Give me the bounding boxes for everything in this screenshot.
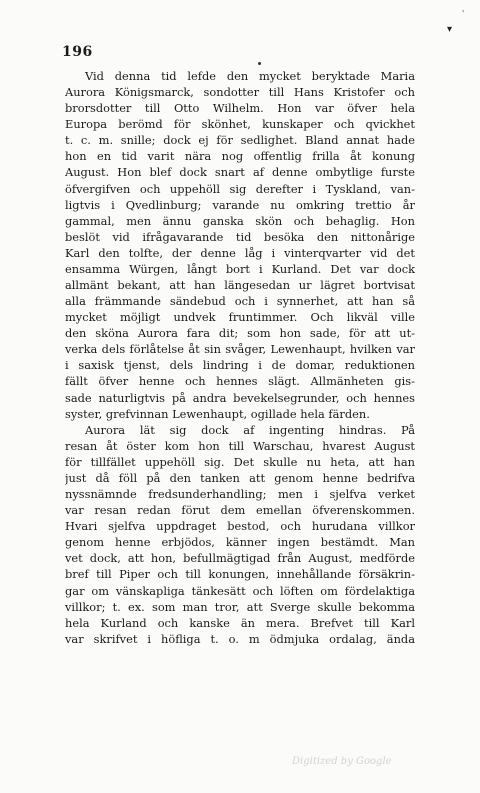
- watermark: Digitized by Google: [292, 756, 392, 767]
- corner-mark: ▾: [447, 24, 453, 35]
- text-line: hon en tid varit nära nog offentlig frilla åt konung: [65, 149, 415, 164]
- text-line: i saxisk tjenst, dels lindring i de domar, reduktionen: [65, 358, 415, 373]
- text-line: alla främmande sändebud och i synnerhet, att han så: [65, 294, 415, 309]
- center-dot: [258, 62, 261, 65]
- text-line: sade naturligtvis på andra bevekelsegrunder, och hennes: [65, 390, 415, 405]
- text-line: ensamma Würgen, långt bort i Kurland. Det var dock: [65, 261, 415, 276]
- text-line: August. Hon blef dock snart af denne ombytlige furste: [65, 165, 415, 180]
- corner-mark-small: ': [462, 9, 465, 18]
- text-line: ligtvis i Qvedlinburg; varande nu omkring trettio år: [65, 197, 415, 212]
- text-line: Europa berömd för skönhet, kunskaper och qvickhet: [65, 117, 415, 132]
- text-line: brorsdotter till Otto Wilhelm. Hon var öfver hela: [65, 101, 415, 116]
- text-line: hela Kurland och kanske än mera. Brefvet till Karl: [65, 615, 415, 630]
- text-line: t. c. m. snille; dock ej för sedlighet. Bland annat hade: [65, 133, 415, 148]
- text-line: allmänt bekant, att han längesedan ur lägret bortvisat: [65, 278, 415, 293]
- text-line: Hvari sjelfva uppdraget bestod, och hurudana villkor: [65, 519, 415, 534]
- text-line: beslöt vid ifrågavarande tid besöka den nittonårige: [65, 229, 415, 244]
- page-number: 196: [62, 44, 93, 60]
- text-line: just då föll på den tanken att genom henne bedrifva: [65, 470, 415, 485]
- text-line: Aurora lät sig dock af ingenting hindras. På: [85, 422, 415, 437]
- text-line: bref till Piper och till konungen, innehållande försäkrin-: [65, 567, 415, 582]
- text-line: Aurora Königsmarck, sondotter till Hans Kristofer och: [65, 85, 415, 100]
- text-line: Vid denna tid lefde den mycket beryktade Maria: [85, 69, 415, 83]
- text-line: den sköna Aurora fara dit; som hon sade, för att ut-: [65, 326, 415, 341]
- text-line: genom henne erbjödos, känner ingen bestämdt. Man: [65, 535, 415, 550]
- text-line: gar om vänskapliga tänkesätt och löften om fördelaktiga: [65, 583, 415, 598]
- text-line: för tillfället uppehöll sig. Det skulle nu heta, att han: [65, 454, 415, 469]
- text-line: gammal, men ännu ganska skön och behaglig. Hon: [65, 213, 415, 228]
- text-line: var skrifvet i höfliga t. o. m ödmjuka ordalag, ända: [65, 631, 415, 646]
- text-line: villkor; t. ex. som man tror, att Sverge skulle bekomma: [65, 599, 415, 614]
- text-line: syster, grefvinnan Lewenhaupt, ogillade hela färden.: [65, 406, 370, 421]
- text-line: mycket möjligt undvek fruntimmer. Och likväl ville: [65, 310, 415, 325]
- text-line: vet dock, att hon, befullmägtigad från August, medförde: [65, 551, 415, 566]
- text-line: var resan redan förut dem emellan öfverenskommen.: [65, 503, 415, 518]
- text-line: Karl den tolfte, der denne låg i vinterqvarter vid det: [65, 245, 415, 260]
- text-line: resan åt öster kom hon till Warschau, hvarest August: [65, 438, 415, 453]
- text-line: verka dels förlåtelse åt sin svåger, Lewenhaupt, hvilken var: [65, 342, 415, 357]
- text-line: fällt öfver henne och hennes slägt. Allmänheten gis-: [65, 374, 415, 389]
- body-text: [65, 68, 415, 647]
- text-line: nyssnämnde fredsunderhandling; men i sjelfva verket: [65, 487, 415, 502]
- text-line: öfvergifven och uppehöll sig derefter i Tyskland, van-: [65, 181, 415, 196]
